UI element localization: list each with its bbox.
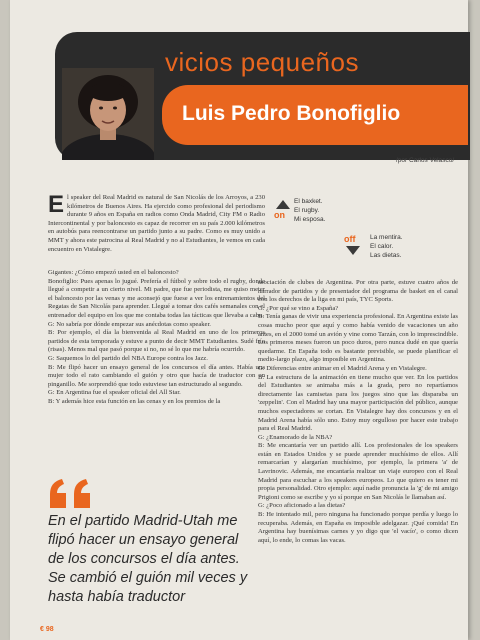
drop-cap: E [48, 191, 65, 218]
portrait-photo [62, 68, 154, 160]
on-item: El rugby. [294, 207, 320, 214]
on-item: Mi esposa. [294, 216, 326, 223]
article-column-right [258, 279, 458, 545]
qa-paragraph: B: Tenía ganas de vivir una experiencia profesional. En Argentina existe las cosas mucho peor que aquí y como había venido de vacaciones un año antes, en el 2000 tomé un avión y vine como Tarzán, con lo imprescindible. Los primeros meses fueron un poco duros, pero nunca dudé en que quería quedarme. En España todo es bastante previsible, se puede planificar el medio-largo plazo, algo imposible en Argentina. [258, 313, 458, 364]
qa-paragraph: B: La estructura de la animación en tiene mucho que ver. En los partidos del Estudiantes se animaba más a la grada, pero no repartíamos directamente las camisetas para los juegos sino que las disparaba un 'zeppelin'. Con el Madrid hay una mayor participación del público, aunque muchos espectadores se cortan. En Vistalegre hay dos concursos y en el Madrid Arena había sólo uno. Estoy muy orgulloso por hacer este trabajo para el Real Madrid. [258, 373, 458, 433]
qa-paragraph: B: Por ejemplo, el día la bienvenida al Real Madrid en uno de los primeros partidos de esta temporada y estuve a punto de decir MMT Estudiantes. Sudé frío (risas). Menos mal que pasó porque si no, no sé lo que me habría ocurrido. [48, 329, 265, 354]
quote-mark-icon [48, 478, 98, 510]
qa-paragraph: Bonofiglio: Pues apenas lo jugué. Prefería el fútbol y sobre todo el rugby, donde llegué a competir a un cierto nivel. Mi padre, que fue periodista, me quiso meter el baloncesto por las venas y me aconsejó que fuese a ver los entrenamientos del Regatas de San Nicolás para aprender. Llegué a tomar dos cafés semanales con el entrenador del equipo en los que me contaba todas las tácticas que llevaba a cabo. [48, 277, 265, 319]
off-label: off [344, 234, 356, 244]
qa-paragraph: B: Y además hice esta función en las cenas y en los premios de la [48, 397, 221, 405]
down-arrow-icon [346, 246, 360, 255]
on-item: El baxket. [294, 198, 323, 205]
off-item: Las dietas. [370, 252, 402, 259]
qa-paragraph: G: Saquemos lo del partido del NBA Europe contra los Jazz. [48, 354, 208, 362]
page-number: € 98 [40, 626, 54, 633]
pull-quote: En el partido Madrid-Utah me flipó hacer un ensayo general de los concursos el día antes. Se cambió el guión mil veces y hasta había traductor [48, 513, 248, 605]
qa-paragraph: G: En Argentina fue el speaker oficial del All Star. [48, 389, 181, 397]
byline: /por Carlos Velasco/ [396, 157, 455, 164]
up-arrow-icon [276, 200, 290, 209]
qa-paragraph: B: Me encantaría ver un partido allí. Los profesionales de los speakers están en Estados Unidos y se puede aprender muchísimo de ellos. Allí remarcarían y alargarían muchísimo, por ejemplo, la primera 'a' de Lavrinovic. Además, me encantaría realizar un viaje europeo con el Real Madrid para escuchar a los speakers europeos. Lo que quiero es tener mi propia personalidad. Otro ejemplo: aquí nadie pronuncia la 'g' de mi amigo Prigioni como se escribe y yo sí porque en San Nicolás le llamaban así. [258, 442, 458, 501]
article-column-left [48, 269, 265, 407]
interviewee-name: Luis Pedro Bonofiglio [182, 102, 401, 125]
qa-paragraph: G: ¿Por qué se vino a España? [258, 304, 339, 312]
qa-paragraph: B: He intentado mil, pero ninguna ha funcionado porque perdía y luego lo recuperaba. Además, en España es imposible adelgazar. ¡Qué comida! En Argentina hay buenísimas carnes y yo digo que 'el vacío', o como dicen aquí, lo ende, lo comas las vacas. [258, 511, 458, 544]
intro-text: l speaker del Real Madrid es natural de San Nicolás de los Arroyos, a 230 kilómetros de Buenos Aires. Ha ejercido como profesional del periodismo durante 9 años en España en radios como Onda Madrid, City FM o Radio Intercontinental y por baloncesto es capaz de recorrer en su país 2.000 kilómetros en autobús para reencontrarse un partido junto a su padre. Como es muy unido a MMT y ahora este patrocina al Real Madrid y no al Estudiantes, le vemos en cada encuentro en Vistalegre. [48, 194, 265, 253]
qa-paragraph: G: ¿Poco aficionado a las dietas? [258, 502, 346, 510]
qa-paragraph: Gigantes: ¿Cómo empezó usted en el baloncesto? [48, 269, 179, 276]
qa-paragraph: G: No sabría por dónde empezar sus anécdotas como speaker. [48, 320, 211, 328]
qa-paragraph: B: Me flipó hacer un ensayo general de los concursos el día antes. Había una mujer todo el rato cambiando el guión y otro que hacía de traductor con un pinganillo. Me sorprendió que todo estuviese tan estructurado al segundo. [48, 363, 265, 388]
off-item: La mentira. [370, 234, 403, 241]
intro-paragraph [48, 191, 265, 254]
qa-paragraph: asociación de clubes de Argentina. Por otra parte, estuve cuatro años de narrador de partidos y de presentador del programa de basket en el canal con los derechos de la liga en mi país, TYC Sports. [258, 279, 458, 304]
section-kicker: vicios pequeños [165, 47, 359, 77]
on-label: on [274, 210, 285, 220]
off-item: El calor. [370, 243, 394, 250]
qa-paragraph: G: ¿Enamorado de la NBA? [258, 433, 333, 441]
qa-paragraph: G: Diferencias entre animar en el Madrid Arena y en Vistalegre. [258, 364, 427, 372]
